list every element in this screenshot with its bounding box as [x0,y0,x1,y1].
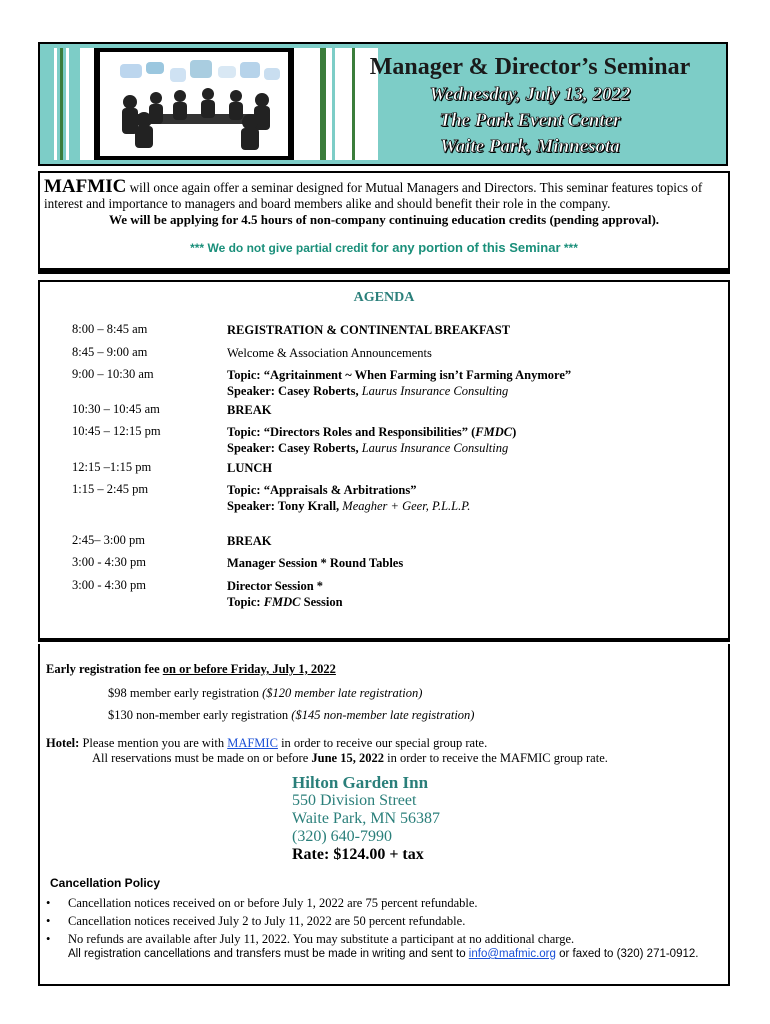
agenda-time: 3:00 - 4:30 pm [72,578,146,592]
hotel-text: in order to receive our special group rate. [281,736,488,750]
page-title: Manager & Director’s Seminar [369,54,691,80]
hotel-text: Please mention you are with [82,736,225,750]
agenda-box [38,280,730,642]
agenda-topic [227,424,707,440]
note-stars-left: *** [190,241,205,255]
agenda-desc [227,424,707,456]
agenda-time: 1:15 – 2:45 pm [72,482,149,496]
topic-part: ) [512,425,517,439]
agenda-desc [227,578,707,610]
agenda-time: 3:00 - 4:30 pm [72,555,146,569]
bullet-icon: • [46,896,51,910]
speaker-label: Speaker: Casey Roberts, [227,441,359,455]
mafmic-link[interactable]: MAFMIC [227,736,278,750]
hotel-phone: (320) 640-7990 [292,828,392,845]
credits-line: We will be applying for 4.5 hours of non-company continuing education credits (pending approval). [108,212,660,227]
reservations-text: in order to receive the MAFMIC group rate. [387,751,608,765]
agenda-time: 10:30 – 10:45 am [72,402,160,416]
decorative-stripes-left [52,48,74,160]
hotel-line [46,736,487,751]
member-fee-line [108,686,422,701]
note-small: We do not give partial credit [207,241,368,255]
agenda-topic: Topic: “Agritainment ~ When Farming isn’t Farming Anymore” [227,368,572,382]
cancel-text: Cancellation notices received on or before July 1, 2022 are 75 percent refundable. [68,896,478,910]
member-fee: $98 member early registration [108,686,259,700]
topic-italic: FMDC [263,595,301,609]
hotel-name: Hilton Garden Inn [292,773,429,792]
early-date: on or before Friday, July 1, 2022 [162,662,336,676]
agenda-desc: Manager Session * Round Tables [227,556,404,570]
agenda-desc: REGISTRATION & CONTINENTAL BREAKFAST [227,323,511,337]
nonmember-fee: $130 non-member early registration [108,708,289,722]
hotel-city: Waite Park, MN 56387 [292,810,441,827]
cancel-item [46,914,465,929]
speaker-org: Meagher + Geer, P.L.L.P. [342,499,471,513]
agenda-desc: BREAK [227,534,272,548]
note-stars-right: *** [563,241,578,255]
cancel-item [46,896,478,911]
early-label: Early registration fee [46,662,160,676]
agenda-desc: BREAK [227,403,272,417]
agenda-topic: Director Session * [227,579,324,593]
partial-credit-note [40,240,728,256]
topic-part: Topic: “Directors Roles and Responsibilities” ( [227,425,476,439]
cancel-text: or faxed to (320) 271-0912. [559,948,699,960]
agenda-speaker [227,383,707,399]
agenda-time: 9:00 – 10:30 am [72,367,154,381]
speaker-org: Laurus Insurance Consulting [361,384,509,398]
agenda-subtopic [227,594,707,610]
member-late-fee: ($120 member late registration) [262,686,423,700]
topic-part-italic: FMDC [475,425,513,439]
hotel-address-block [292,774,440,864]
cancel-text: All registration cancellations and transfers must be made in writing and sent to [68,948,466,960]
hotel-rate: Rate: $124.00 + tax [292,846,424,863]
bullet-icon: • [46,932,51,946]
topic-label: Topic: [227,595,261,609]
hotel-label: Hotel: [46,736,80,750]
topic-rest: Session [303,595,343,609]
intro-text: will once again offer a seminar designed for Mutual Managers and Directors. This seminar features topics of interest and importance to managers and board members alike and should benefit their role in the company. [44,180,703,211]
event-city: Waite Park, Minnesota [440,136,620,157]
agenda-desc [227,367,707,399]
cancellation-title: Cancellation Policy [50,876,161,890]
hotel-street: 550 Division Street [292,792,417,809]
header-banner [38,42,728,166]
cancel-text: No refunds are available after July 11, 2022. You may substitute a participant at no additional charge. [68,932,575,946]
agenda-time: 12:15 –1:15 pm [72,460,152,474]
agenda-time: 2:45– 3:00 pm [72,533,145,547]
agenda-time: 10:45 – 12:15 pm [72,424,161,438]
event-date: Wednesday, July 13, 2022 [429,84,631,105]
reservations-text: All reservations must be made on or before [92,751,309,765]
intro-lead-word: MAFMIC [44,176,127,197]
event-venue: The Park Event Center [439,110,621,131]
header-titles [340,52,720,160]
cancel-text: Cancellation notices received July 2 to July 11, 2022 are 50 percent refundable. [68,914,466,928]
meeting-illustration [80,48,378,160]
email-link[interactable]: info@mafmic.org [468,948,556,960]
cancel-contact [68,948,698,960]
agenda-title: AGENDA [353,290,415,305]
agenda-speaker [227,498,707,514]
nonmember-late-fee: ($145 non-member late registration) [291,708,475,722]
speaker-org: Laurus Insurance Consulting [361,441,509,455]
registration-box [38,644,730,986]
agenda-desc: LUNCH [227,461,273,475]
speaker-label: Speaker: Tony Krall, [227,499,340,513]
bullet-icon: • [46,914,51,928]
early-registration-line [46,662,336,677]
agenda-topic: Topic: “Appraisals & Arbitrations” [227,483,417,497]
agenda-time: 8:45 – 9:00 am [72,345,148,359]
agenda-desc: Welcome & Association Announcements [227,346,432,360]
reservations-date: June 15, 2022 [311,751,384,765]
agenda-speaker [227,440,707,456]
agenda-time: 8:00 – 8:45 am [72,322,148,336]
note-big: for any portion of this Seminar [371,240,561,255]
speaker-label: Speaker: Casey Roberts, [227,384,359,398]
reservations-line [92,751,608,766]
cancel-item [46,932,574,947]
agenda-desc [227,482,707,514]
nonmember-fee-line [108,708,474,723]
intro-box [38,171,730,274]
